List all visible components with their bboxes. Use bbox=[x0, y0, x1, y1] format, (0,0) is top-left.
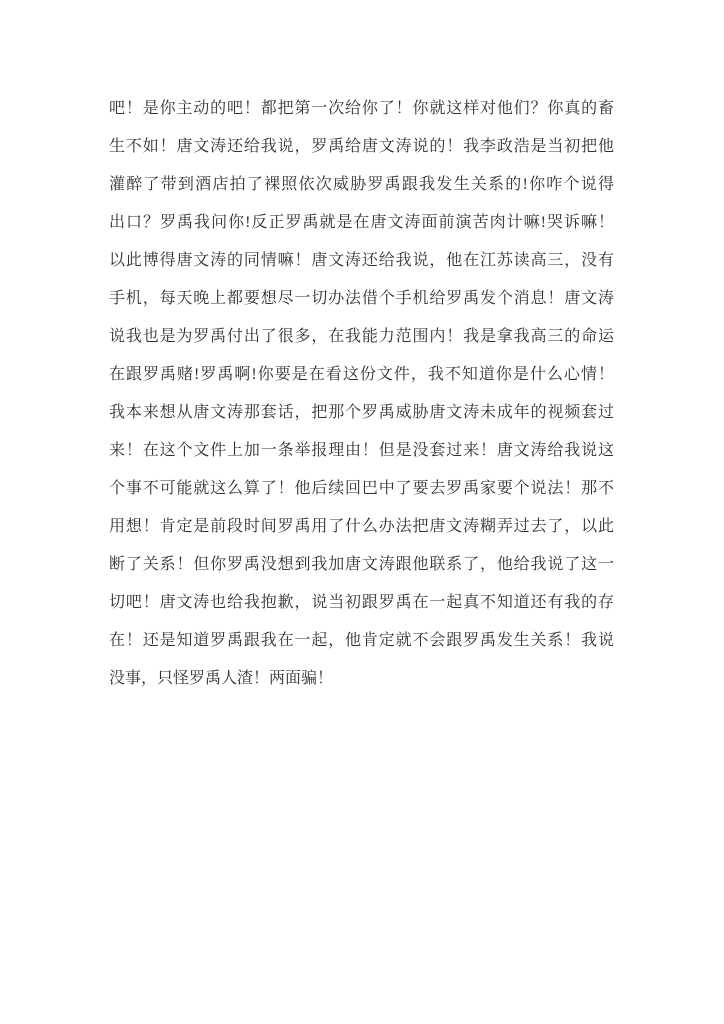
text-line: 用想！肯定是前段时间罗禹用了什么办法把唐文涛糊弄过去了，以此 bbox=[109, 518, 614, 535]
text-body bbox=[109, 90, 614, 698]
text-line: 在跟罗禹赌!罗禹啊!你要是在看这份文件，我不知道你是什么心情！ bbox=[109, 366, 614, 383]
text-line: 生不如！唐文涛还给我说，罗禹给唐文涛说的！我李政浩是当初把他 bbox=[109, 138, 614, 155]
text-line: 切吧！唐文涛也给我抱歉，说当初跟罗禹在一起真不知道还有我的存 bbox=[109, 594, 614, 611]
text-line: 来！在这个文件上加一条举报理由！但是没套过来！唐文涛给我说这 bbox=[109, 442, 614, 459]
text-line: 断了关系！但你罗禹没想到我加唐文涛跟他联系了，他给我说了这一 bbox=[109, 556, 614, 573]
text-line: 出口？罗禹我问你!反正罗禹就是在唐文涛面前演苦肉计嘛!哭诉嘛！ bbox=[109, 214, 614, 231]
text-line: 灌醉了带到酒店拍了裸照依次威胁罗禹跟我发生关系的!你咋个说得 bbox=[109, 176, 614, 193]
text-line: 没事，只怪罗禹人渣！两面骗！ bbox=[109, 670, 334, 687]
text-line: 在！还是知道罗禹跟我在一起，他肯定就不会跟罗禹发生关系！我说 bbox=[109, 632, 614, 649]
text-line: 个事不可能就这么算了！他后续回巴中了要去罗禹家要个说法！那不 bbox=[109, 480, 614, 497]
text-line: 我本来想从唐文涛那套话，把那个罗禹威胁唐文涛未成年的视频套过 bbox=[109, 404, 614, 421]
text-line: 以此博得唐文涛的同情嘛！唐文涛还给我说，他在江苏读高三，没有 bbox=[109, 252, 614, 269]
text-line: 手机，每天晚上都要想尽一切办法借个手机给罗禹发个消息！唐文涛 bbox=[109, 290, 614, 307]
text-line: 说我也是为罗禹付出了很多，在我能力范围内！我是拿我高三的命运 bbox=[109, 328, 614, 345]
text-line: 吧！是你主动的吧！都把第一次给你了！你就这样对他们？你真的畜 bbox=[109, 100, 614, 117]
